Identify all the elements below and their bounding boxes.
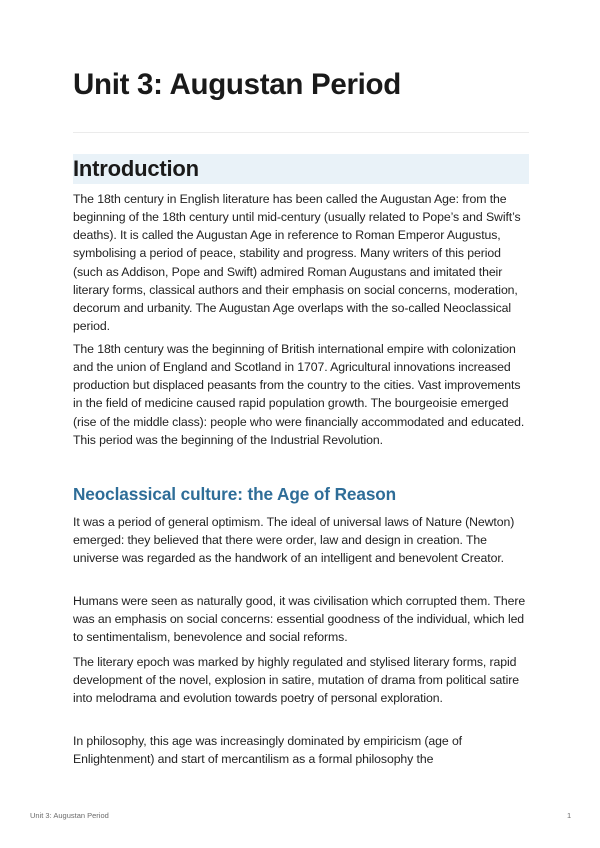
intro-paragraph-2: The 18th century was the beginning of British international empire with colonization and the union of England and Scotland in 1707. Agricultural innovations increased production but displaced peasants from the country to the cities. Vast improvements in the field of medicine caused rapid population growth. The bourgeoisie emerged (rise of the middle class): people who were financially accommodated and educated. This period was the beginning of the Industrial Revolution. xyxy=(73,342,525,447)
neoclassical-paragraph-1: It was a period of general optimism. The ideal of universal laws of Nature (Newton) emerged: they believed that there were order, law and design in creation. The universe was regarded as the handwork of an intelligent and benevolent Creator. xyxy=(73,515,515,566)
footer-running-title: Unit 3: Augustan Period xyxy=(30,811,109,820)
intro-paragraph-1: The 18th century in English literature has been called the Augustan Age: from the beginning of the 18th century until mid-century (usually related to Pope’s and Swift’s deaths). It is called the Augustan Age in reference to Roman Emperor Augustus, symbolising a period of peace, stability and progress. Many writers of this period (such as Addison, Pope and Swift) admired Roman Augustans and imitated their literary forms, classical authors and their emphasis on social concerns, moderation, decorum and urbanity. The Augustan Age overlaps with the so-called Neoclassical period. xyxy=(73,192,521,334)
section-heading-neoclassical: Neoclassical culture: the Age of Reason xyxy=(73,484,397,504)
neoclassical-paragraph-4: In philosophy, this age was increasingly dominated by empiricism (age of Enlightenment) and start of mercantilism as a formal philosophy the xyxy=(73,734,463,767)
footer-page-number: 1 xyxy=(567,811,572,820)
section-heading-introduction xyxy=(73,154,529,184)
document-title: Unit 3: Augustan Period xyxy=(73,68,401,101)
neoclassical-paragraph-3: The literary epoch was marked by highly regulated and stylised literary forms, rapid development of the novel, explosion in satire, mutation of drama from political satire into melodrama and evolution towards poetry of personal exploration. xyxy=(73,655,519,706)
section-heading-introduction-text: Introduction xyxy=(73,156,199,181)
title-divider xyxy=(73,132,529,133)
neoclassical-paragraph-2: Humans were seen as naturally good, it was civilisation which corrupted them. There was an emphasis on social concerns: essential goodness of the individual, which led to sentimentalism, benevolence and social reforms. xyxy=(73,594,526,645)
